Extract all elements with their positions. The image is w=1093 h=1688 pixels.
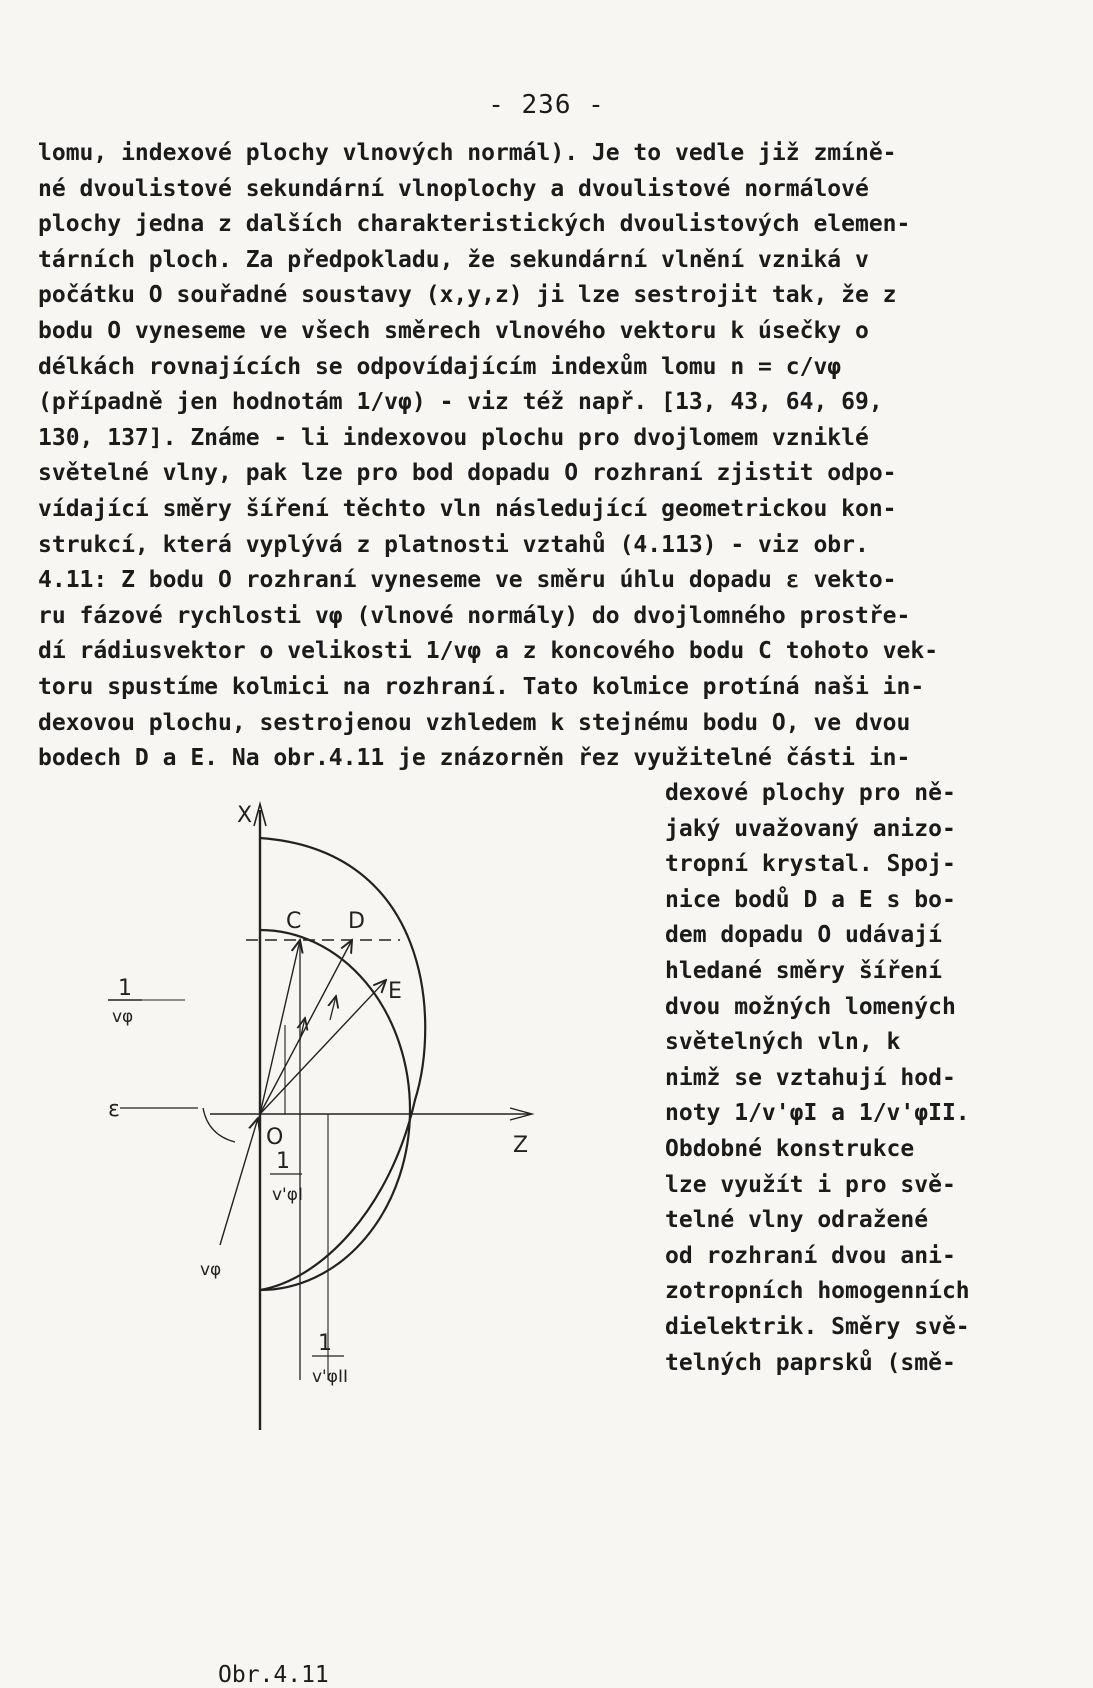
figure-caption: Obr.4.11 xyxy=(218,1662,329,1688)
text-line: tárních ploch. Za předpokladu, že sekundární vlnění vzniká v xyxy=(38,246,869,273)
text-line: noty 1/v'φI a 1/v'φII. xyxy=(665,1100,970,1127)
text-line: nimž se vztahují hod- xyxy=(665,1064,956,1091)
text-line: toru spustíme kolmici na rozhraní. Tato kolmice protíná naši in- xyxy=(38,673,925,700)
text-line: telné vlny odražené xyxy=(665,1207,929,1234)
small-arrow-2 xyxy=(330,996,336,1020)
text-line: hledané směry šíření xyxy=(665,957,942,984)
text-line: světelné vlny, pak lze pro bod dopadu O rozhraní zjistit odpo- xyxy=(38,460,897,487)
text-line: dem dopadu O udávají xyxy=(665,922,942,949)
one-over-vphi-denominator: vφ xyxy=(112,1007,134,1027)
vphi2-numerator: 1 xyxy=(318,1331,332,1356)
index-surface-diagram xyxy=(90,790,560,1430)
point-e-label: E xyxy=(388,979,402,1004)
epsilon-label: ε xyxy=(108,1097,120,1122)
vphi1-numerator: 1 xyxy=(276,1149,290,1174)
text-line: bodu O vyneseme ve všech směrech vlnového vektoru k úsečky o xyxy=(38,317,869,344)
incident-ray-extension xyxy=(260,940,300,1114)
incidence-angle-arc xyxy=(203,1108,235,1142)
text-line: dexovou plochu, sestrojenou vzhledem k stejnému bodu O, ve dvou xyxy=(38,709,911,736)
text-line: dí rádiusvektor o velikosti 1/vφ a z koncového bodu C tohoto vek- xyxy=(38,638,939,665)
text-line: dvou možných lomených xyxy=(665,993,956,1020)
z-axis-label: Z xyxy=(513,1133,529,1158)
figure-4-11 xyxy=(90,790,560,1430)
one-over-vphi-numerator: 1 xyxy=(118,976,132,1001)
point-d-label: D xyxy=(348,909,365,934)
main-paragraph xyxy=(38,136,988,777)
text-line: né dvoulistové sekundární vlnoplochy a dvoulistové normálové xyxy=(38,175,869,202)
side-paragraph xyxy=(665,776,995,1381)
x-axis-label: X xyxy=(237,803,253,828)
text-line: lomu, indexové plochy vlnových normál). Je to vedle již zmíně- xyxy=(38,140,897,166)
origin-label: O xyxy=(266,1125,284,1150)
point-c-label: C xyxy=(286,909,302,934)
text-line: bodech D a E. Na obr.4.11 je znázorněn řez využitelné části in- xyxy=(38,745,911,772)
text-line: dexové plochy pro ně- xyxy=(665,780,956,806)
text-line: dielektrik. Směry svě- xyxy=(665,1313,970,1340)
vphi-label: vφ xyxy=(200,1260,222,1280)
vphi1-denominator: v'φI xyxy=(272,1185,303,1205)
text-line: telných paprsků (smě- xyxy=(665,1349,956,1376)
text-line: 4.11: Z bodu O rozhraní vyneseme ve směru úhlu dopadu ε vekto- xyxy=(38,567,897,594)
text-line: strukcí, která vyplývá z platnosti vztahů (4.113) - viz obr. xyxy=(38,531,869,558)
incident-ray xyxy=(220,1118,258,1245)
text-line: jaký uvažovaný anizo- xyxy=(665,815,956,842)
ray-oe xyxy=(260,980,386,1114)
text-line: nice bodů D a E s bo- xyxy=(665,886,956,913)
text-line: světelných vln, k xyxy=(665,1029,901,1056)
page-number: - 236 - xyxy=(488,90,605,120)
ray-od xyxy=(260,940,352,1114)
text-line: (případně jen hodnotám 1/vφ) - viz též např. [13, 43, 64, 69, xyxy=(38,389,883,416)
text-line: délkách rovnajících se odpovídajícím indexům lomu n = c/vφ xyxy=(38,353,842,380)
vphi2-denominator: v'φII xyxy=(312,1367,348,1387)
text-line: počátku O souřadné soustavy (x,y,z) ji lze sestrojit tak, že z xyxy=(38,282,897,309)
text-line: plochy jedna z dalších charakteristických dvoulistových elemen- xyxy=(38,211,911,238)
text-line: lze využít i pro svě- xyxy=(665,1171,956,1198)
text-line: od rozhraní dvou ani- xyxy=(665,1242,956,1269)
text-line: Obdobné konstrukce xyxy=(665,1135,915,1162)
text-line: tropní krystal. Spoj- xyxy=(665,851,956,878)
text-line: ru fázové rychlosti vφ (vlnové normály) do dvojlomného prostře- xyxy=(38,602,911,629)
text-line: zotropních homogenních xyxy=(665,1278,970,1305)
text-line: vídající směry šíření těchto vln následující geometrickou kon- xyxy=(38,495,897,522)
text-line: 130, 137]. Známe - li indexovou plochu pro dvojlomem vzniklé xyxy=(38,424,869,451)
